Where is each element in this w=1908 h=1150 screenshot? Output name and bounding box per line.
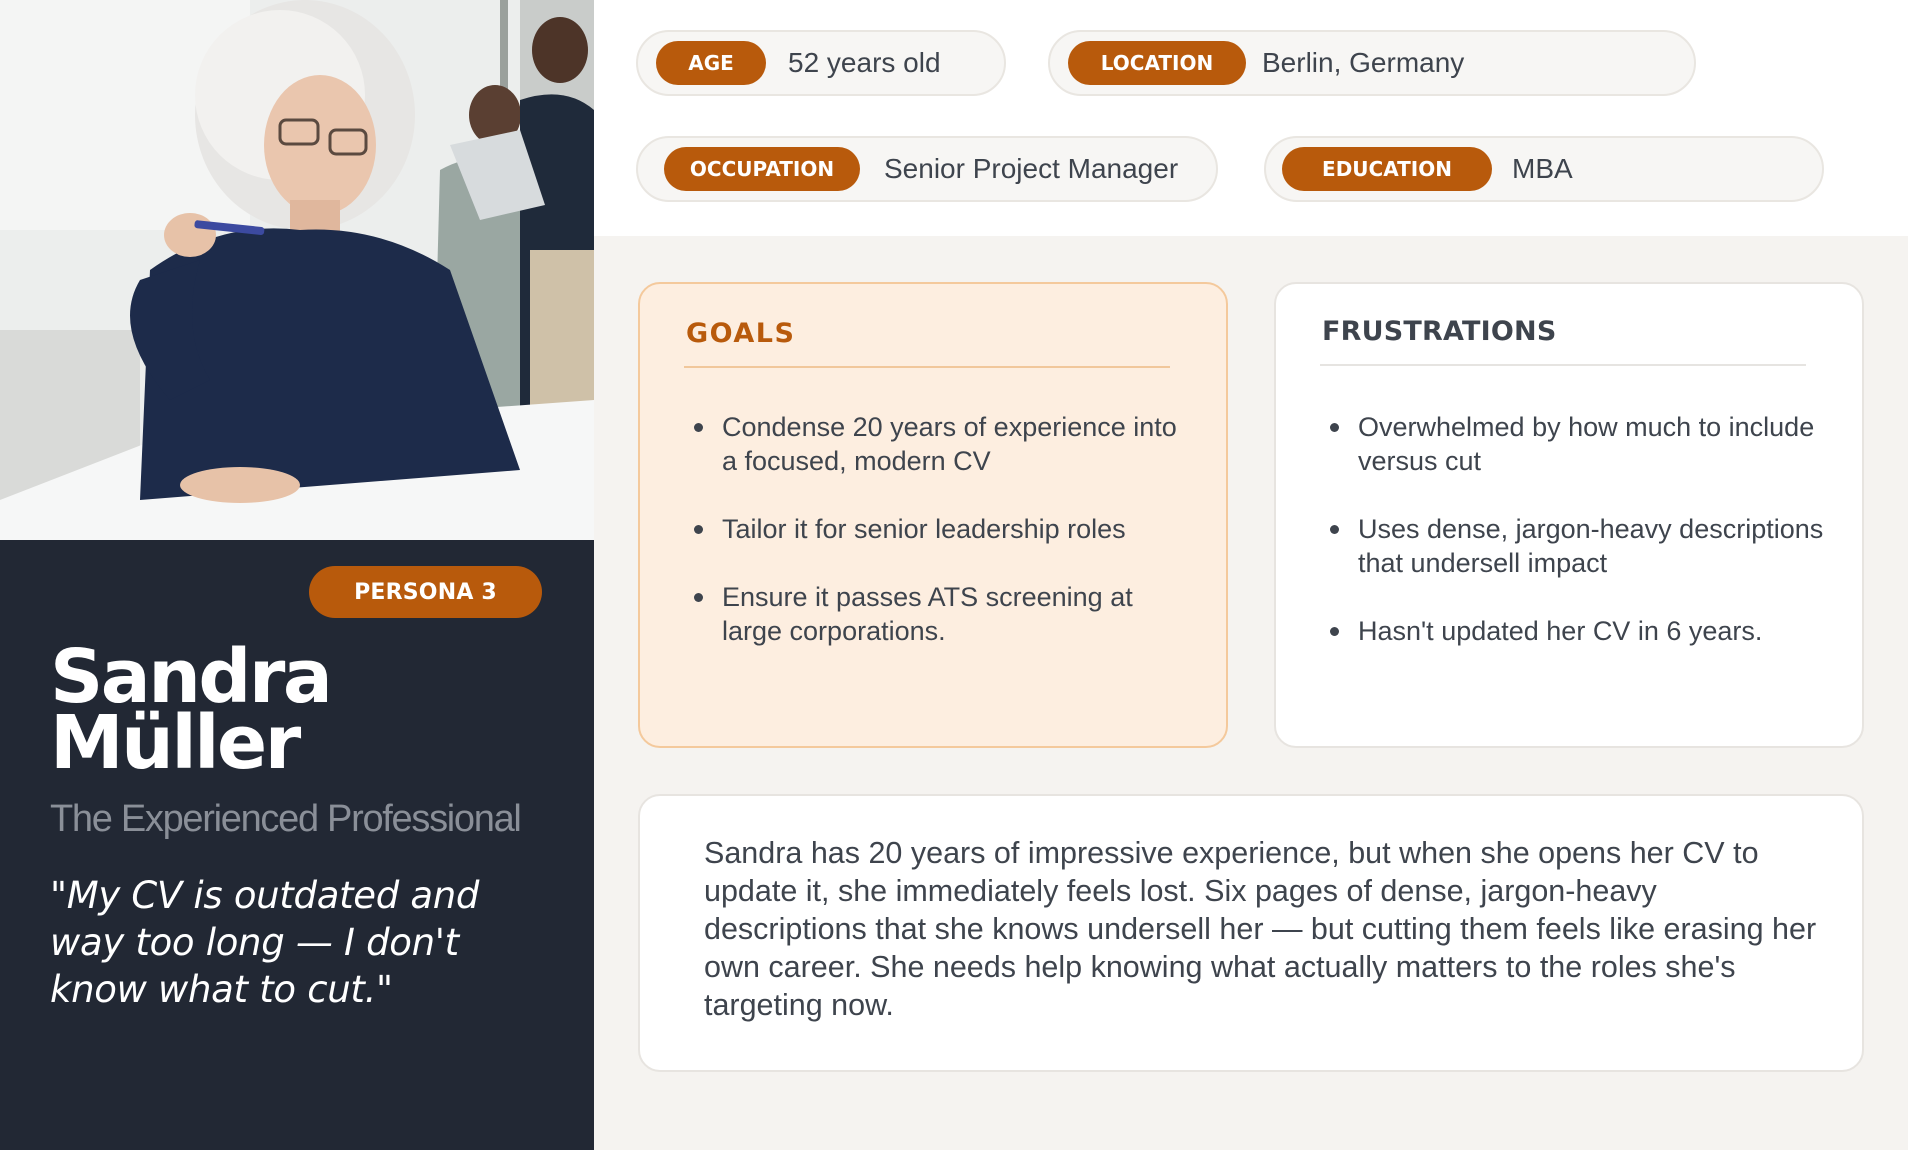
list-item: Ensure it passes ATS screening at large corporations. xyxy=(694,580,1194,648)
persona-name xyxy=(50,634,570,786)
age-pill xyxy=(636,30,1006,96)
age-value: 52 years old xyxy=(788,47,941,78)
bullet-icon xyxy=(1330,525,1339,534)
list-item: Hasn't updated her CV in 6 years. xyxy=(1330,614,1830,648)
bullet-icon xyxy=(1330,423,1339,432)
education-pill xyxy=(1264,136,1824,202)
persona-name-first: Sandra xyxy=(50,634,331,720)
list-item: Tailor it for senior leadership roles xyxy=(694,512,1194,546)
occupation-tag: OCCUPATION xyxy=(664,147,860,191)
goals-divider xyxy=(684,366,1170,368)
bullet-icon xyxy=(694,525,703,534)
info-header xyxy=(594,0,1908,236)
education-value: MBA xyxy=(1512,153,1573,184)
persona-name-last: Müller xyxy=(50,700,299,786)
goals-list xyxy=(694,410,1194,682)
persona-panel xyxy=(0,0,594,1150)
frustrations-title: FRUSTRATIONS xyxy=(1322,316,1557,347)
list-item: Condense 20 years of experience into a focused, modern CV xyxy=(694,410,1194,478)
list-item: Overwhelmed by how much to include versus cut xyxy=(1330,410,1830,478)
occupation-value: Senior Project Manager xyxy=(884,153,1179,184)
location-pill xyxy=(1048,30,1696,96)
location-tag: LOCATION xyxy=(1068,41,1246,85)
persona-photo xyxy=(0,0,594,540)
persona-subtitle: The Experienced Professional xyxy=(50,798,521,840)
bullet-icon xyxy=(694,593,703,602)
frustrations-card xyxy=(1274,282,1864,748)
persona-description: Sandra has 20 years of impressive experience, but when she opens her CV to update it, she immediately feels lost. Six pages of dense, jargon-heavy descriptions that she knows undersell her — but cutting them feels like erasing her own career. She needs help knowing what actually matters to the roles she's targeting now. xyxy=(704,836,1817,1022)
description-card xyxy=(638,794,1864,1072)
bullet-icon xyxy=(694,423,703,432)
persona-badge: PERSONA 3 xyxy=(309,566,542,618)
frustrations-divider xyxy=(1320,364,1806,366)
location-value: Berlin, Germany xyxy=(1262,47,1465,78)
goals-card xyxy=(638,282,1228,748)
occupation-pill xyxy=(636,136,1218,202)
bullet-icon xyxy=(1330,627,1339,636)
goals-title: GOALS xyxy=(686,318,796,349)
persona-quote: "My CV is outdated and way too long — I don't know what to cut." xyxy=(50,874,480,1011)
education-tag: EDUCATION xyxy=(1282,147,1492,191)
list-item: Uses dense, jargon-heavy descriptions that undersell impact xyxy=(1330,512,1830,580)
frustrations-list xyxy=(1330,410,1830,682)
age-tag: AGE xyxy=(656,41,766,85)
